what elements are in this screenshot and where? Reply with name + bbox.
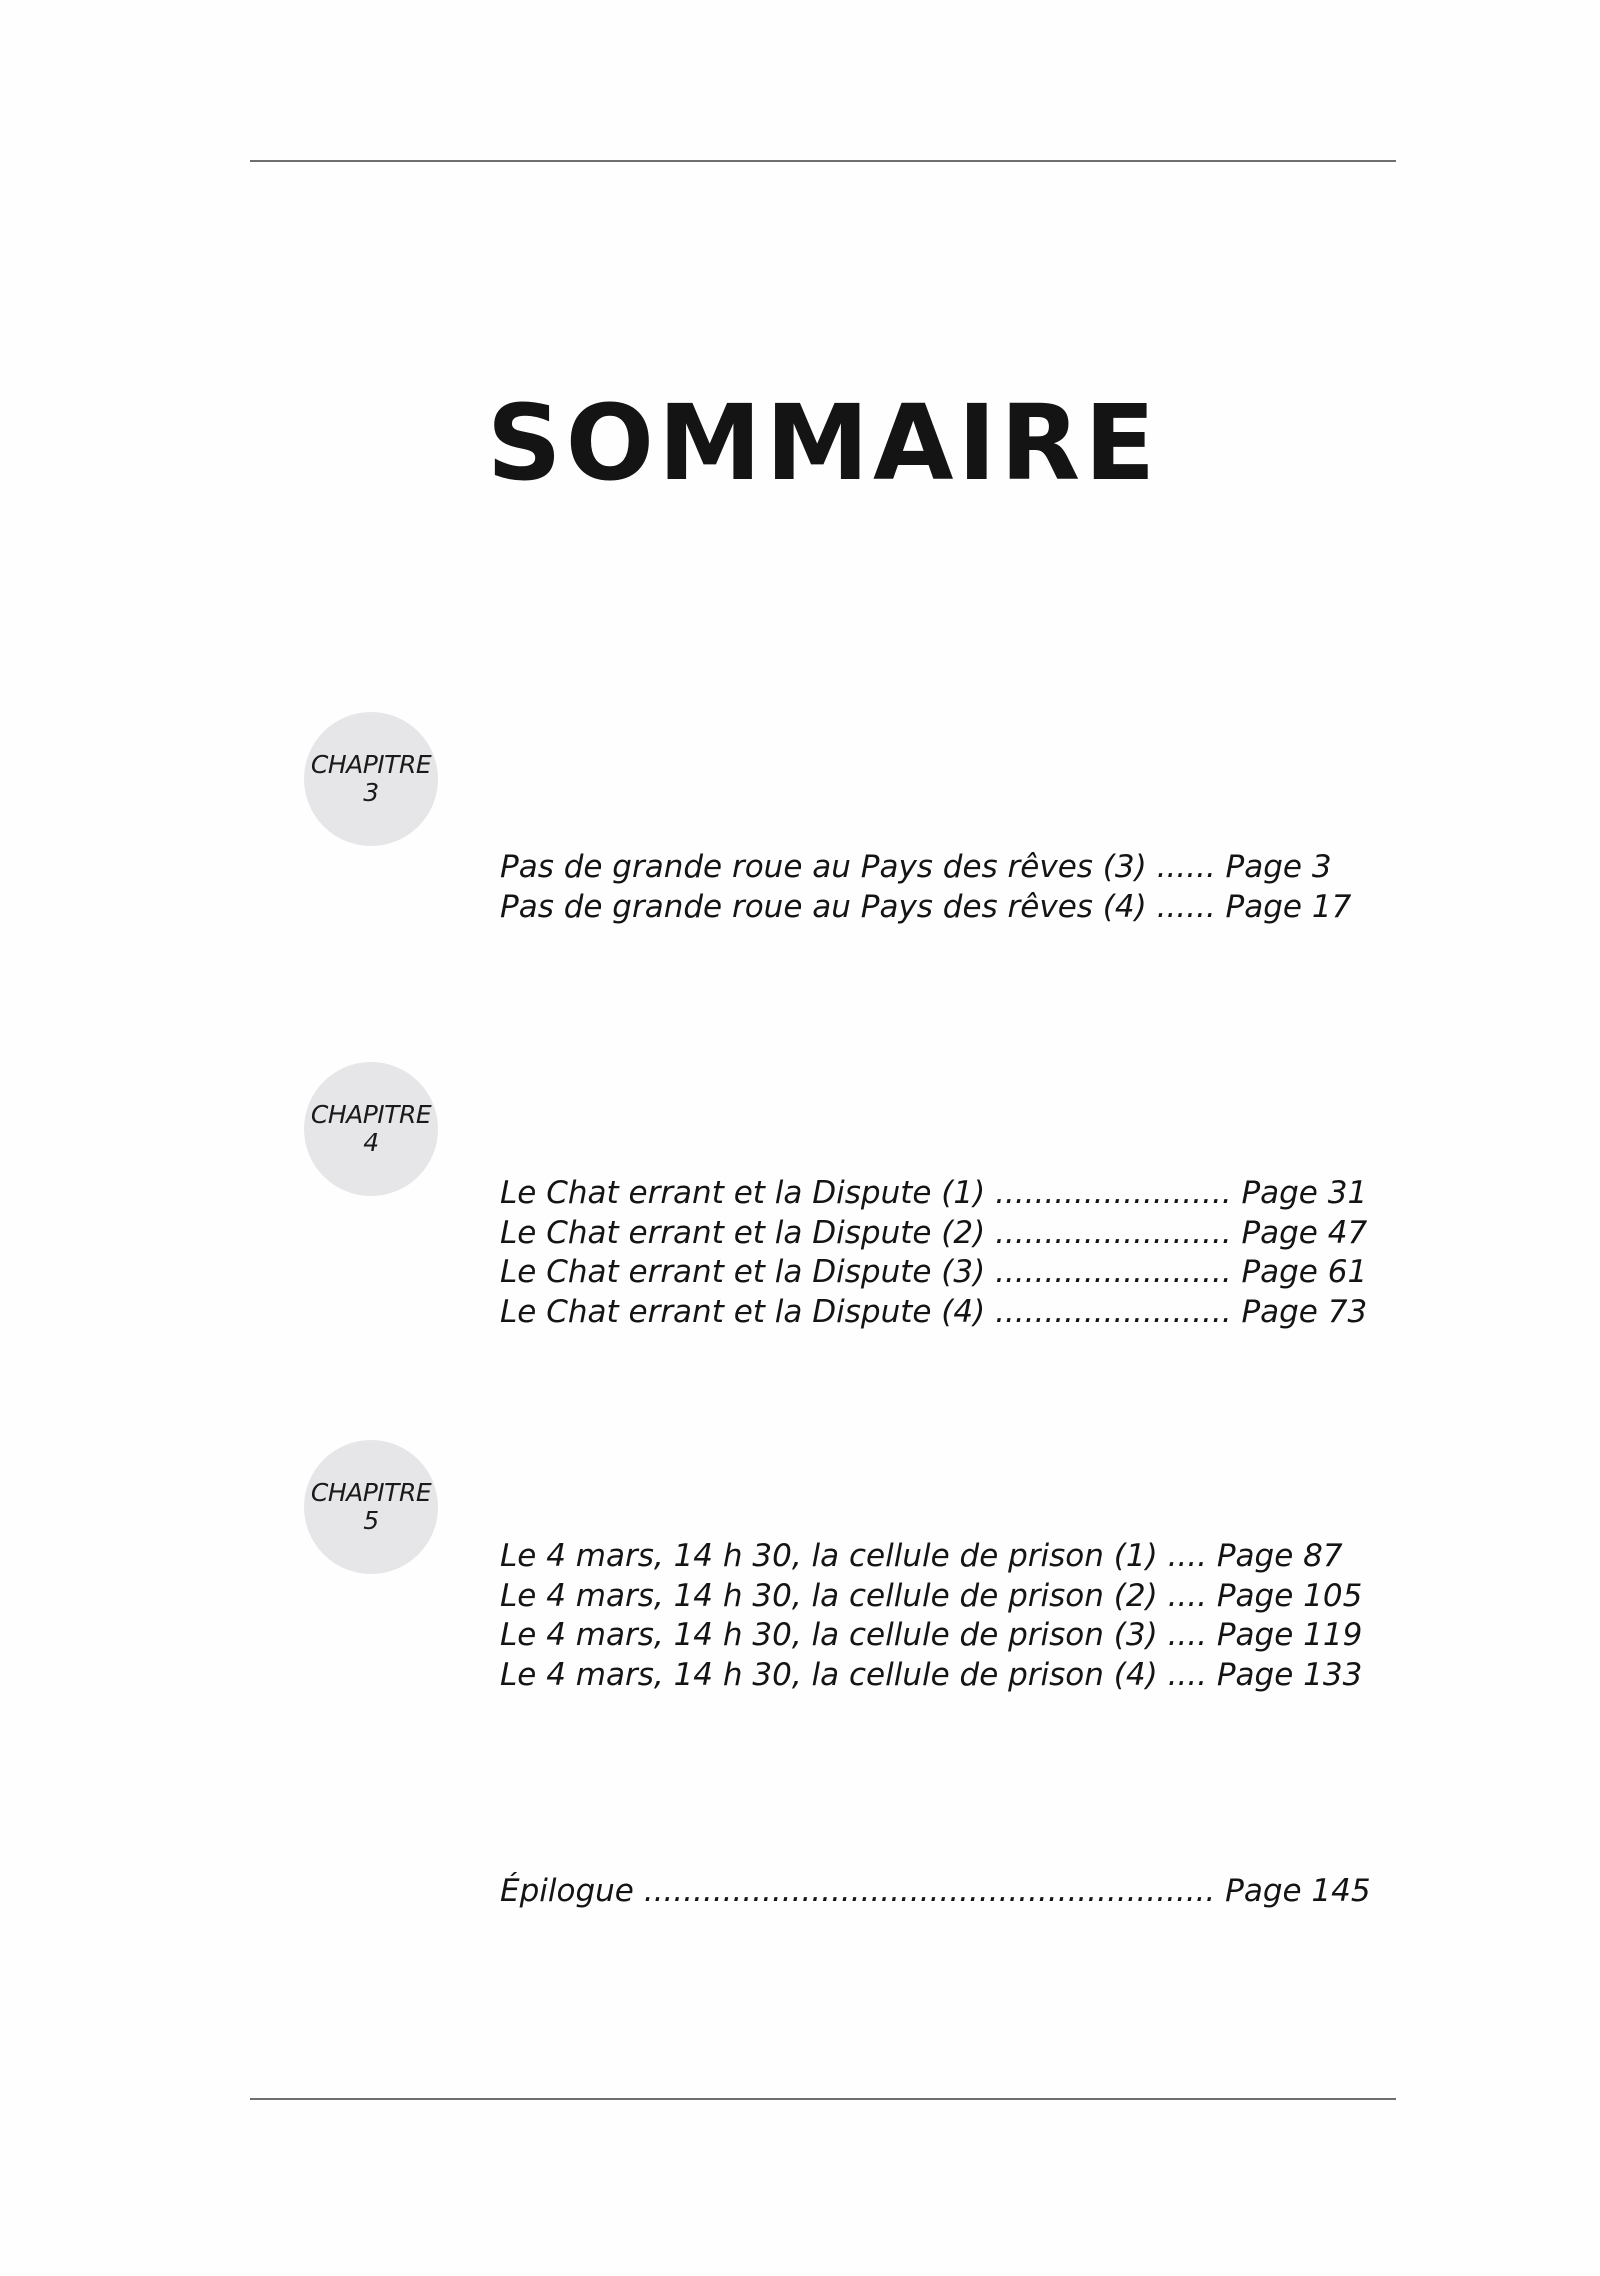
entry-page: Page 87 — [1216, 1538, 1343, 1574]
entry-title: Le 4 mars, 14 h 30, la cellule de prison (2) — [500, 1577, 1158, 1614]
chapter-5-entries — [500, 1537, 1362, 1695]
leader-dots: ...... — [1156, 888, 1216, 925]
entry-page: Page 17 — [1225, 888, 1352, 925]
leader-dots: ........................ — [995, 1175, 1232, 1211]
epilogue-entries — [500, 1872, 1371, 1912]
leader-dots: ........................ — [995, 1214, 1232, 1251]
chapter-5-badge — [304, 1440, 438, 1574]
entry-title: Pas de grande roue au Pays des rêves (4) — [500, 888, 1147, 925]
entry-page: Page 61 — [1241, 1254, 1368, 1290]
toc-entry[interactable] — [500, 1174, 1367, 1214]
chapter-3-entries — [500, 848, 1351, 927]
chapter-label: CHAPITRE — [310, 1100, 432, 1129]
leader-dots: .... — [1167, 1538, 1207, 1574]
leader-dots: ........................ — [995, 1293, 1232, 1330]
top-rule — [250, 160, 1396, 162]
leader-dots: .... — [1167, 1656, 1207, 1693]
entry-page: Page 145 — [1225, 1873, 1371, 1909]
entry-title: Le 4 mars, 14 h 30, la cellule de prison (4) — [500, 1656, 1158, 1693]
entry-title: Le Chat errant et la Dispute (4) — [500, 1293, 986, 1330]
entry-title: Le Chat errant et la Dispute (1) — [500, 1175, 986, 1211]
entry-title: Le Chat errant et la Dispute (3) — [500, 1254, 986, 1290]
leader-dots: ........................ — [995, 1254, 1232, 1290]
entry-title: Le 4 mars, 14 h 30, la cellule de prison (1) — [500, 1538, 1158, 1574]
entry-page: Page 47 — [1241, 1214, 1368, 1251]
chapter-label: CHAPITRE — [310, 750, 432, 779]
leader-dots: ...... — [1156, 849, 1216, 885]
toc-entry-epilogue[interactable] — [500, 1872, 1371, 1912]
entry-title: Épilogue — [500, 1873, 634, 1909]
leader-dots: .... — [1167, 1617, 1207, 1653]
page-title: SOMMAIRE — [486, 382, 1160, 504]
chapter-3-badge — [304, 712, 438, 846]
toc-entry[interactable] — [500, 1293, 1367, 1333]
chapter-number: 4 — [363, 1128, 379, 1157]
entry-page: Page 105 — [1216, 1577, 1363, 1614]
entry-title: Le 4 mars, 14 h 30, la cellule de prison (3) — [500, 1617, 1158, 1653]
entry-title: Le Chat errant et la Dispute (2) — [500, 1214, 986, 1251]
entry-page: Page 31 — [1241, 1175, 1368, 1211]
chapter-4-badge — [304, 1062, 438, 1196]
toc-entry[interactable] — [500, 1537, 1362, 1577]
toc-entry[interactable] — [500, 1656, 1362, 1696]
toc-entry[interactable] — [500, 1616, 1362, 1656]
entry-title: Pas de grande roue au Pays des rêves (3) — [500, 849, 1147, 885]
entry-page: Page 73 — [1241, 1293, 1368, 1330]
chapter-number: 3 — [363, 778, 379, 807]
toc-entry[interactable] — [500, 888, 1351, 928]
toc-entry[interactable] — [500, 1577, 1362, 1617]
toc-entry[interactable] — [500, 1253, 1367, 1293]
entry-page: Page 133 — [1216, 1656, 1363, 1693]
leader-dots: .......................................................... — [643, 1873, 1216, 1909]
entry-page: Page 119 — [1216, 1617, 1363, 1653]
chapter-4-entries — [500, 1174, 1367, 1332]
toc-entry[interactable] — [500, 848, 1351, 888]
toc-entry[interactable] — [500, 1214, 1367, 1254]
leader-dots: .... — [1167, 1577, 1207, 1614]
entry-page: Page 3 — [1225, 849, 1332, 885]
bottom-rule — [250, 2098, 1396, 2100]
chapter-label: CHAPITRE — [310, 1478, 432, 1507]
chapter-number: 5 — [363, 1506, 379, 1535]
